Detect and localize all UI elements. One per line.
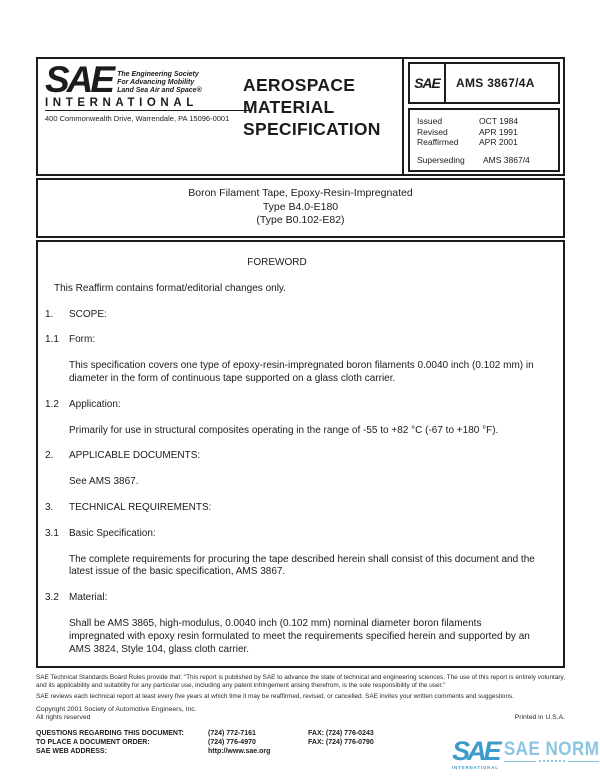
superseding-row: Superseding AMS 3867/4 xyxy=(417,154,530,165)
sae-small-logo: SAE xyxy=(414,75,440,91)
sae-international-label: INTERNATIONAL xyxy=(45,96,198,109)
sae-watermark-international: INTERNATIONAL xyxy=(452,764,499,770)
revision-dates-cell xyxy=(408,108,560,172)
sae-address: 400 Commonwealth Drive, Warrendale, PA 15096-0001 xyxy=(45,110,250,123)
contact-row-web: SAE WEB ADDRESS: http://www.sae.org xyxy=(36,747,565,756)
reaffirmed-row: Reaffirmed APR 2001 xyxy=(417,137,518,147)
section-heading: 3.2 Material: xyxy=(45,592,108,604)
doc-number-cell xyxy=(408,62,560,104)
contact-row-questions: QUESTIONS REGARDING THIS DOCUMENT: (724) 772-7161 FAX: (724) 776-0243 xyxy=(36,729,374,737)
sae-norm-text: SAE NORM xyxy=(503,737,600,760)
contact-row-order: TO PLACE A DOCUMENT ORDER: (724) 776-4970 FAX: (724) 776-0790 xyxy=(36,738,374,746)
copyright-line2: All rights reserved xyxy=(36,713,91,721)
legal-notice-1: SAE Technical Standards Board Rules provide that: "This report is published by SAE to advance the state of technical and engineering sciences. The use of this report is entirely voluntary, and its applicability and suitability for any particular use, including any patent infringement arising therefrom, is the sole responsibility of the user." xyxy=(36,674,565,689)
section-paragraph: Shall be AMS 3865, high-modulus, 0.0040 inch (0.102 mm) nominal diameter boron filaments impregnated with epoxy resin formulated to meet the requirements specified herein and supported by an AMS 3824, Style 104, glass cloth carrier. xyxy=(69,617,530,655)
document-type-heading: AEROSPACE MATERIAL SPECIFICATION xyxy=(243,75,381,139)
section-heading: 1.2 Application: xyxy=(45,398,121,410)
sae-logo-block xyxy=(45,59,250,123)
spec-title-line1: Boron Filament Tape, Epoxy-Resin-Impregnated xyxy=(188,187,413,199)
foreword-heading: FOREWORD xyxy=(247,257,307,268)
header-box xyxy=(36,57,565,176)
legal-notice-2: SAE reviews each technical report at least every five years at which time it may be reaffirmed, revised, or cancelled. SAE invites your written comments and suggestions. xyxy=(36,693,514,701)
issued-row: Issued OCT 1984 xyxy=(417,116,519,126)
section-heading: 1.1 Form: xyxy=(45,334,96,346)
copyright-line1: Copyright 2001 Society of Automotive Engineers, Inc. xyxy=(36,705,197,713)
section-heading: 3. TECHNICAL REQUIREMENTS: xyxy=(45,501,212,513)
section-heading: 1. SCOPE: xyxy=(45,308,107,320)
header-vertical-divider xyxy=(402,59,404,174)
sae-web-address: http://www.sae.org xyxy=(208,747,271,755)
spec-title-line2: Type B4.0-E180 xyxy=(262,200,339,213)
revised-row: Revised APR 1991 xyxy=(417,126,518,137)
section-heading: 2. APPLICABLE DOCUMENTS: xyxy=(45,450,201,462)
body-box xyxy=(36,240,565,668)
title-box xyxy=(36,178,565,238)
doc-number: AMS 3867/4A xyxy=(456,76,535,90)
section-heading: 3.1 Basic Specification: xyxy=(45,527,156,539)
sae-watermark-logo: SAE xyxy=(452,736,499,766)
sae-norm-watermark xyxy=(452,736,600,770)
section-paragraph: This specification covers one type of epoxy-resin-impregnated boron filaments 0.0040 inch (0.102 mm) in diameter in the form of continuous tape supported on a glass cloth carrier. xyxy=(69,360,534,384)
section-paragraph: Primarily for use in structural composites operating in the range of -55 to +82 °C (-67 to +180 °F). xyxy=(69,424,499,436)
section-paragraph: See AMS 3867. xyxy=(69,476,139,488)
printed-in-usa: Printed in U.S.A. xyxy=(514,713,565,721)
spec-title-line3: (Type B0.102-E82) xyxy=(256,214,345,226)
sae-logo: SAE xyxy=(45,59,113,100)
sae-norm-rule xyxy=(504,760,600,762)
section-paragraph: The complete requirements for procuring the tape described herein shall consist of this document and the latest issue of the basic specification, AMS 3867. xyxy=(69,553,535,578)
foreword-text: This Reaffirm contains format/editorial changes only. xyxy=(54,282,286,294)
sae-small-logo-cell xyxy=(410,64,446,102)
copyright-row xyxy=(36,706,565,722)
sae-tagline: The Engineering Society For Advancing Mobility Land Sea Air and Space® xyxy=(117,70,202,94)
